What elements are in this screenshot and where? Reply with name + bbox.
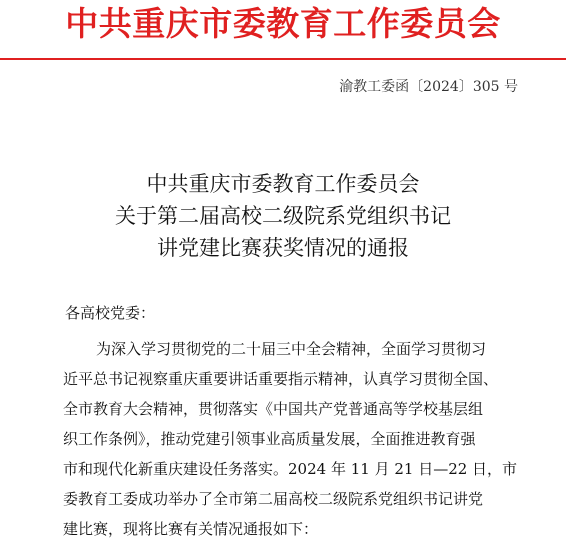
header-title: 中共重庆市委教育工作委员会 — [65, 4, 501, 43]
notice-title-line-2: 关于第二届高校二级院系党组织书记 — [115, 204, 451, 228]
body-paragraph-line: 近平总书记视察重庆重要讲话重要指示精神，认真学习贯彻全国、 — [63, 370, 499, 388]
notice-title-line-3: 讲党建比赛获奖情况的通报 — [157, 236, 409, 260]
body-paragraph-line: 织工作条例》，推动党建引领事业高质量发展，全面推进教育强 — [63, 430, 476, 448]
body-paragraph-line: 全市教育大会精神，贯彻落实《中国共产党普通高等学校基层组 — [63, 400, 484, 418]
document-number: 渝教工委函〔2024〕305 号 — [339, 79, 518, 95]
body-paragraph-line: 为深入学习贯彻党的二十届三中全会精神，全面学习贯彻习 — [96, 340, 487, 358]
body-paragraph-line: 委教育工委成功举办了全市第二届高校二级院系党组织书记讲党 — [63, 490, 484, 508]
body-paragraph-line: 建比赛，现将比赛有关情况通报如下： — [63, 520, 319, 538]
body-paragraph-line: 市和现代化新重庆建设任务落实。2024 年 11 月 21 日—22 日，市 — [63, 460, 518, 478]
notice-title — [0, 168, 566, 264]
header-red-rule — [0, 58, 566, 60]
recipient-salutation: 各高校党委： — [65, 304, 156, 322]
notice-title-line-1: 中共重庆市委教育工作委员会 — [146, 172, 420, 196]
